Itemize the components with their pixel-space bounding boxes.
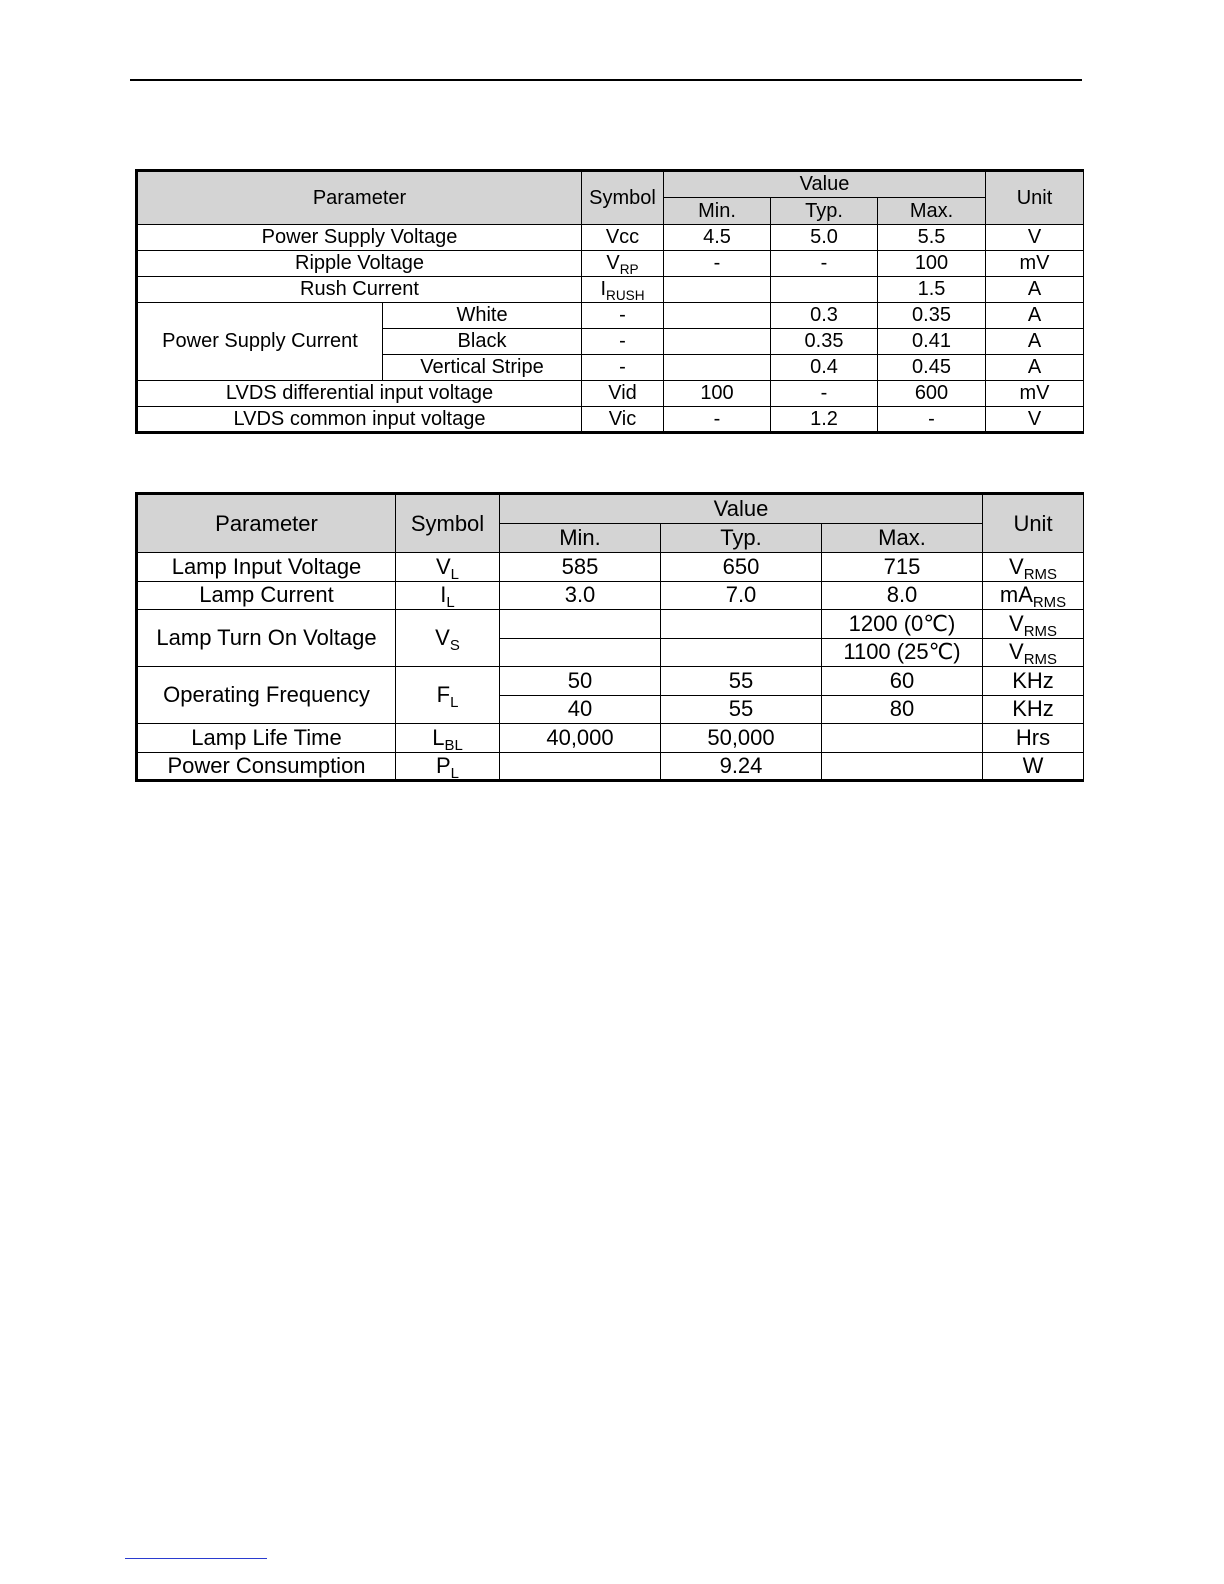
max-cell: 1100 (25℃) — [822, 638, 983, 667]
unit-cell: $mA_{RMS}$ — [983, 581, 1084, 610]
param-cell: Power Supply Current — [137, 303, 383, 381]
min-cell — [664, 355, 771, 381]
table-row — [137, 407, 1084, 433]
unit-cell: W — [983, 752, 1084, 781]
typ-cell: 0.4 — [771, 355, 878, 381]
table-row — [137, 581, 1084, 610]
symbol-cell: - — [582, 329, 664, 355]
symbol-cell: - — [582, 303, 664, 329]
sub-param-cell: White — [383, 303, 582, 329]
table-row — [137, 277, 1084, 303]
param-cell: Rush Current — [137, 277, 582, 303]
min-cell: 40 — [500, 695, 661, 724]
min-cell — [500, 638, 661, 667]
typ-cell: 9.24 — [661, 752, 822, 781]
table-row — [137, 303, 1084, 329]
symbol-cell: $V_{RP}$ — [582, 251, 664, 277]
min-cell: - — [664, 407, 771, 433]
header-min: Min. — [500, 524, 661, 553]
symbol-cell: $I_L$ — [396, 581, 500, 610]
param-cell: Lamp Current — [137, 581, 396, 610]
symbol-cell: Vcc — [582, 225, 664, 251]
max-cell: - — [878, 407, 986, 433]
header-max: Max. — [822, 524, 983, 553]
sub-param-cell: Vertical Stripe — [383, 355, 582, 381]
unit-cell: A — [986, 329, 1084, 355]
header-rule — [130, 79, 1082, 81]
min-cell — [664, 303, 771, 329]
param-cell: LVDS common input voltage — [137, 407, 582, 433]
max-cell: 0.41 — [878, 329, 986, 355]
symbol-cell: $L_{BL}$ — [396, 724, 500, 753]
typ-cell — [661, 610, 822, 639]
table-row — [137, 251, 1084, 277]
param-cell: Lamp Turn On Voltage — [137, 610, 396, 667]
unit-cell: A — [986, 303, 1084, 329]
symbol-cell: Vic — [582, 407, 664, 433]
max-cell — [822, 752, 983, 781]
table-row — [137, 225, 1084, 251]
min-cell: 4.5 — [664, 225, 771, 251]
min-cell: 40,000 — [500, 724, 661, 753]
symbol-cell: $V_L$ — [396, 553, 500, 582]
header-parameter: Parameter — [137, 494, 396, 553]
unit-cell: V — [986, 225, 1084, 251]
unit-cell: KHz — [983, 695, 1084, 724]
typ-cell: 5.0 — [771, 225, 878, 251]
table-row — [137, 610, 1084, 639]
header-typ: Typ. — [771, 198, 878, 225]
typ-cell — [771, 277, 878, 303]
param-cell: Lamp Input Voltage — [137, 553, 396, 582]
typ-cell: 55 — [661, 695, 822, 724]
unit-cell: mV — [986, 251, 1084, 277]
header-value: Value — [500, 494, 983, 524]
header-min: Min. — [664, 198, 771, 225]
max-cell: 80 — [822, 695, 983, 724]
unit-cell: V — [986, 407, 1084, 433]
max-cell: 1200 (0℃) — [822, 610, 983, 639]
typ-cell: 7.0 — [661, 581, 822, 610]
unit-cell: Hrs — [983, 724, 1084, 753]
param-cell: LVDS differential input voltage — [137, 381, 582, 407]
header-parameter: Parameter — [137, 171, 582, 225]
min-cell: 3.0 — [500, 581, 661, 610]
max-cell: 600 — [878, 381, 986, 407]
param-cell: Power Consumption — [137, 752, 396, 781]
unit-cell: $V_{RMS}$ — [983, 610, 1084, 639]
unit-cell: A — [986, 355, 1084, 381]
typ-cell: 55 — [661, 667, 822, 696]
table-row — [137, 752, 1084, 781]
typ-cell: 50,000 — [661, 724, 822, 753]
symbol-cell: Vid — [582, 381, 664, 407]
header-unit: Unit — [986, 171, 1084, 225]
param-cell: Ripple Voltage — [137, 251, 582, 277]
symbol-cell: $I_{RUSH}$ — [582, 277, 664, 303]
param-cell: Operating Frequency — [137, 667, 396, 724]
param-cell: Lamp Life Time — [137, 724, 396, 753]
header-typ: Typ. — [661, 524, 822, 553]
symbol-cell: - — [582, 355, 664, 381]
unit-cell: $V_{RMS}$ — [983, 638, 1084, 667]
header-unit: Unit — [983, 494, 1084, 553]
max-cell: 1.5 — [878, 277, 986, 303]
typ-cell: 650 — [661, 553, 822, 582]
typ-cell: 1.2 — [771, 407, 878, 433]
max-cell: 0.45 — [878, 355, 986, 381]
symbol-cell: $P_L$ — [396, 752, 500, 781]
typ-cell: - — [771, 251, 878, 277]
min-cell: 585 — [500, 553, 661, 582]
symbol-cell: $V_S$ — [396, 610, 500, 667]
min-cell: - — [664, 251, 771, 277]
header-value: Value — [664, 171, 986, 198]
min-cell: 50 — [500, 667, 661, 696]
typ-cell: - — [771, 381, 878, 407]
max-cell: 715 — [822, 553, 983, 582]
header-symbol: Symbol — [396, 494, 500, 553]
typ-cell: 0.35 — [771, 329, 878, 355]
min-cell: 100 — [664, 381, 771, 407]
min-cell — [500, 752, 661, 781]
table-row — [137, 381, 1084, 407]
unit-cell: A — [986, 277, 1084, 303]
backlight-characteristics-table — [135, 492, 1084, 782]
electrical-characteristics-table — [135, 169, 1084, 434]
unit-cell: KHz — [983, 667, 1084, 696]
max-cell: 60 — [822, 667, 983, 696]
max-cell: 8.0 — [822, 581, 983, 610]
max-cell: 0.35 — [878, 303, 986, 329]
max-cell — [822, 724, 983, 753]
typ-cell: 0.3 — [771, 303, 878, 329]
symbol-cell: $F_L$ — [396, 667, 500, 724]
min-cell — [664, 329, 771, 355]
sub-param-cell: Black — [383, 329, 582, 355]
unit-cell: $V_{RMS}$ — [983, 553, 1084, 582]
table-row — [137, 724, 1084, 753]
unit-cell: mV — [986, 381, 1084, 407]
min-cell — [500, 610, 661, 639]
table-row — [137, 553, 1084, 582]
min-cell — [664, 277, 771, 303]
max-cell: 100 — [878, 251, 986, 277]
footnote-rule — [125, 1558, 267, 1559]
param-cell: Power Supply Voltage — [137, 225, 582, 251]
max-cell: 5.5 — [878, 225, 986, 251]
header-symbol: Symbol — [582, 171, 664, 225]
typ-cell — [661, 638, 822, 667]
header-max: Max. — [878, 198, 986, 225]
table-row — [137, 667, 1084, 696]
